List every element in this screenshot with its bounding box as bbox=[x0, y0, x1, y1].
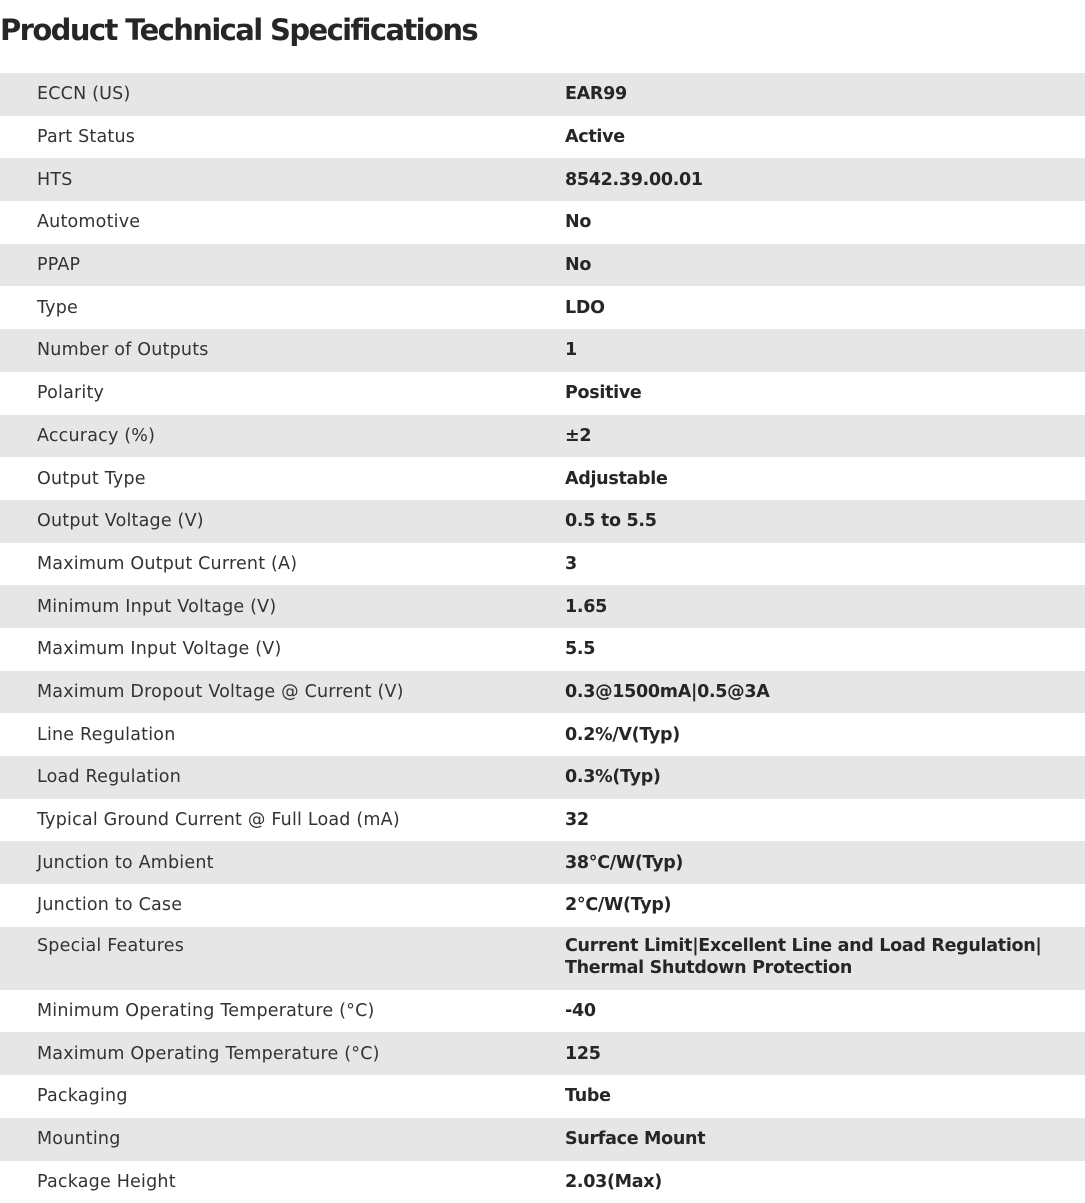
spec-name: Typical Ground Current @ Full Load (mA) bbox=[0, 799, 565, 842]
spec-value: Surface Mount bbox=[565, 1118, 1085, 1161]
spec-row bbox=[0, 201, 1085, 244]
spec-name: Maximum Operating Temperature (°C) bbox=[0, 1032, 565, 1075]
spec-row bbox=[0, 116, 1085, 159]
spec-name: Load Regulation bbox=[0, 756, 565, 799]
spec-row bbox=[0, 415, 1085, 458]
spec-value: Positive bbox=[565, 372, 1085, 415]
spec-row bbox=[0, 1075, 1085, 1118]
spec-row bbox=[0, 286, 1085, 329]
spec-row bbox=[0, 756, 1085, 799]
spec-value: No bbox=[565, 201, 1085, 244]
spec-row bbox=[0, 158, 1085, 201]
spec-value: EAR99 bbox=[565, 73, 1085, 116]
spec-row bbox=[0, 671, 1085, 714]
spec-name: Special Features bbox=[0, 927, 565, 990]
spec-row bbox=[0, 543, 1085, 586]
spec-value: Tube bbox=[565, 1075, 1085, 1118]
spec-value: LDO bbox=[565, 286, 1085, 329]
spec-table-body bbox=[0, 73, 1085, 1203]
spec-name: Packaging bbox=[0, 1075, 565, 1118]
spec-value: 3 bbox=[565, 543, 1085, 586]
spec-row bbox=[0, 585, 1085, 628]
spec-name: Junction to Case bbox=[0, 884, 565, 927]
spec-value: 0.2%/V(Typ) bbox=[565, 713, 1085, 756]
spec-row bbox=[0, 372, 1085, 415]
spec-name: Automotive bbox=[0, 201, 565, 244]
spec-name: Output Type bbox=[0, 457, 565, 500]
spec-row bbox=[0, 329, 1085, 372]
spec-value: 8542.39.00.01 bbox=[565, 158, 1085, 201]
spec-value: Active bbox=[565, 116, 1085, 159]
spec-name: ECCN (US) bbox=[0, 73, 565, 116]
spec-value: 125 bbox=[565, 1032, 1085, 1075]
spec-row bbox=[0, 799, 1085, 842]
spec-name: HTS bbox=[0, 158, 565, 201]
spec-row bbox=[0, 628, 1085, 671]
spec-name: Maximum Input Voltage (V) bbox=[0, 628, 565, 671]
spec-name: Number of Outputs bbox=[0, 329, 565, 372]
spec-value: ±2 bbox=[565, 415, 1085, 458]
spec-row bbox=[0, 500, 1085, 543]
spec-value: 2°C/W(Typ) bbox=[565, 884, 1085, 927]
spec-table bbox=[0, 73, 1085, 1203]
spec-name: Polarity bbox=[0, 372, 565, 415]
spec-value: Current Limit|Excellent Line and Load Regulation|Thermal Shutdown Protection bbox=[565, 927, 1085, 990]
spec-name: Maximum Dropout Voltage @ Current (V) bbox=[0, 671, 565, 714]
spec-row bbox=[0, 1118, 1085, 1161]
spec-name: Minimum Operating Temperature (°C) bbox=[0, 990, 565, 1033]
spec-row bbox=[0, 841, 1085, 884]
spec-row bbox=[0, 713, 1085, 756]
spec-row bbox=[0, 1032, 1085, 1075]
spec-row bbox=[0, 457, 1085, 500]
spec-value: 0.3%(Typ) bbox=[565, 756, 1085, 799]
spec-value: 0.3@1500mA|0.5@3A bbox=[565, 671, 1085, 714]
spec-name: Minimum Input Voltage (V) bbox=[0, 585, 565, 628]
spec-name: Output Voltage (V) bbox=[0, 500, 565, 543]
spec-name: Line Regulation bbox=[0, 713, 565, 756]
spec-value: 32 bbox=[565, 799, 1085, 842]
spec-value: 1.65 bbox=[565, 585, 1085, 628]
spec-row bbox=[0, 884, 1085, 927]
spec-row bbox=[0, 73, 1085, 116]
page-title: Product Technical Specifications bbox=[0, 10, 477, 50]
spec-name: Accuracy (%) bbox=[0, 415, 565, 458]
spec-name: Maximum Output Current (A) bbox=[0, 543, 565, 586]
spec-value: 38°C/W(Typ) bbox=[565, 841, 1085, 884]
spec-name: PPAP bbox=[0, 244, 565, 287]
spec-value: Adjustable bbox=[565, 457, 1085, 500]
spec-name: Part Status bbox=[0, 116, 565, 159]
spec-name: Package Height bbox=[0, 1161, 565, 1203]
spec-name: Junction to Ambient bbox=[0, 841, 565, 884]
spec-row bbox=[0, 244, 1085, 287]
spec-value: 2.03(Max) bbox=[565, 1161, 1085, 1203]
spec-value: 0.5 to 5.5 bbox=[565, 500, 1085, 543]
spec-row bbox=[0, 927, 1085, 990]
spec-name: Type bbox=[0, 286, 565, 329]
spec-value: -40 bbox=[565, 990, 1085, 1033]
spec-name: Mounting bbox=[0, 1118, 565, 1161]
spec-row bbox=[0, 990, 1085, 1033]
spec-value: No bbox=[565, 244, 1085, 287]
spec-value: 5.5 bbox=[565, 628, 1085, 671]
spec-value: 1 bbox=[565, 329, 1085, 372]
